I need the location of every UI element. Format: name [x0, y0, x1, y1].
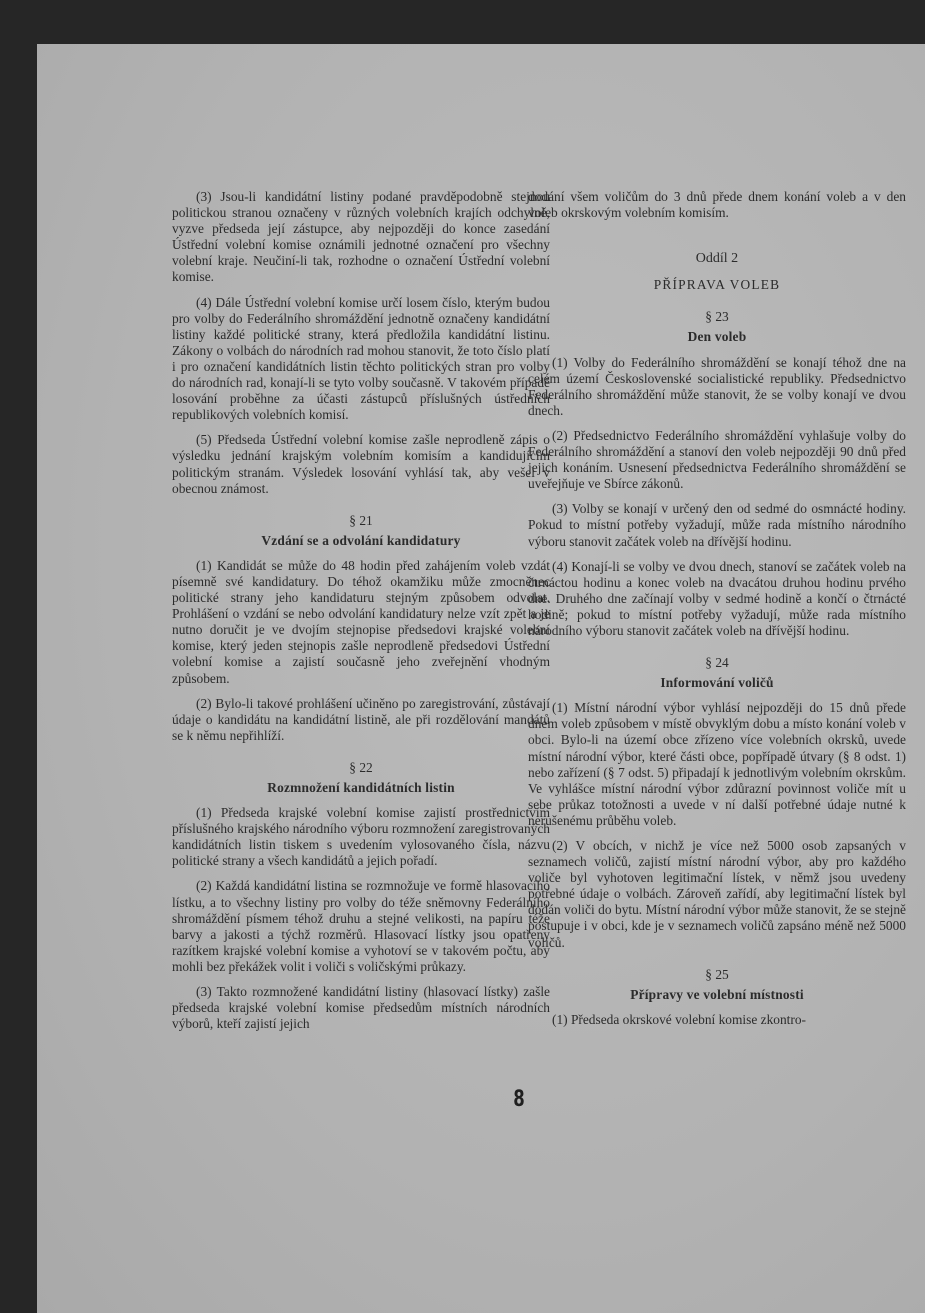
paragraph: (2) Každá kandidátní listina se rozmnožuje ve formě hlasovacího lístku, a to všechny listiny pro volby do téže sněmovny Federálního shromáždění písmem téhož druhu a stejné velikosti, na papíru téže barvy a jakosti a týchž rozměrů. Hlasovací lístky jsou opatřeny razítkem krajské volební komise a vyhotoví se v takovém počtu, aby mohli bez překážek volit i voliči s voličskými průkazy. — [172, 878, 550, 974]
part-heading: Oddíl 2 — [695, 251, 739, 267]
paragraph: (1) Místní národní výbor vyhlásí nejpozději do 15 dnů přede dnem voleb způsobem v místě obvyklým dobu a místo konání voleb v obci. Bylo-li na území obce zřízeno více volebních okrsků, uvede místní národní výbor, které části obce, popřípadě útvary (§ 8 odst. 1) nebo zařízení (§ 7 odst. 5) připadají k jednotlivým volebním okrskům. Ve vyhlášce místní národní výbor zdůrazní povinnost voliče mít u sebe průkaz totožnosti a uvede v ní další potřebné údaje nutné k nerušenému průběhu voleb. — [528, 700, 906, 828]
left-column — [172, 189, 550, 1041]
section-number: § 22 — [349, 759, 373, 775]
section-number: § 24 — [705, 655, 729, 671]
paragraph: (5) Předseda Ústřední volební komise zašle neprodleně zápis o výsledku jednání krajským volebním komisím a kandidujícím politickým stranám. Výsledek losování vyhlásí tak, aby vešel v obecnou známost. — [172, 432, 550, 496]
paragraph: (4) Konají-li se volby ve dvou dnech, stanoví se začátek voleb na čtrnáctou hodinu a konec voleb na dvacátou druhou hodinu prvého dne. Druhého dne začínají volby v sedmé hodině a končí o čtrnácté hodině; pokud to místní potřeby vyžadují, může rada místního národního výboru stanovit začátek voleb na dřívější hodinu. — [528, 558, 906, 638]
paragraph: (2) Předsednictvo Federálního shromáždění vyhlašuje volby do Federálního shromáždění a stanoví den voleb nejpozději 90 dnů před jejich konáním. Usnesení předsednictva Federálního shromáždění se uveřejňuje ve Sbírce zákonů. — [528, 427, 906, 492]
paragraph: (4) Dále Ústřední volební komise určí losem číslo, kterým budou pro volby do Federálního shromáždění jednotně označeny kandidátní listiny každé politické strany, která předložila kandidátní listinu. Zákony o volbách do národních rad mohou stanovit, že toto číslo platí i pro označení kandidátních listin těchto politických stran pro volby do národních rad, konají-li se tyto volby současně. V takovém případě losování proběhne za účasti zástupců příslušných ústředních republikových volebních komisí. — [172, 294, 550, 423]
paragraph: (2) Bylo-li takové prohlášení učiněno po zaregistrování, zůstávají údaje o kandidátu na kandidátní listině, ale při rozdělování mandátů se k němu nepřihlíží. — [172, 695, 550, 743]
paragraph: (2) V obcích, v nichž je více než 5000 osob zapsaných v seznamech voličů, zajistí místní národní výbor, aby pro každého voliče byl vyhotoven legitimační lístek, v němž jsou uvedeny potřebné údaje o volbách. Zároveň zařídí, aby legitimační lístek byl dodán voliči do bytu. Místní národní výbor může stanovit, že se stejně postupuje i v obci, kde je v seznamech voličů zapsáno méně než 5000 voličů. — [528, 838, 906, 950]
paragraph: (3) Takto rozmnožené kandidátní listiny (hlasovací lístky) zašle předseda krajské volební komise předsedům místních národních výborů, kteří zajistí jejich — [172, 984, 550, 1032]
page-number: 8 — [513, 1087, 525, 1112]
part-title: PŘÍPRAVA VOLEB — [653, 277, 781, 293]
section-title: Informování voličů — [660, 675, 774, 691]
section-number: § 21 — [349, 512, 373, 528]
paragraph: (1) Kandidát se může do 48 hodin před zahájením voleb vzdát písemně své kandidatury. Do téhož okamžiku může zmocněnec politické strany jeho kandidaturu stejným způsobem odvolat. Prohlášení o vzdání se nebo odvolání kandidatury nelze vzít zpět a je nutno doručit je ve dvojím stejnopise předsedovi krajské volební komise, který jeden stejnopis zašle neprodleně předsedovi Ústřední volební komise a zajistí současně jeho zveřejnění vhodným způsobem. — [172, 557, 550, 686]
section-number: § 25 — [705, 966, 729, 982]
paragraph: (3) Volby se konají v určený den od sedmé do osmnácté hodiny. Pokud to místní potřeby vyžadují, může rada místního národního výboru stanovit začátek voleb na dřívější hodinu. — [528, 501, 906, 549]
right-column — [528, 189, 906, 1037]
section-title: Rozmnožení kandidátních listin — [267, 780, 455, 795]
document-page — [37, 44, 925, 1313]
paragraph: (1) Volby do Federálního shromáždění se konají téhož dne na celém území Československé socialistické republiky. Předsednictvo Federálního shromáždění může stanovit, že se volby konají ve dvou dnech. — [528, 354, 906, 418]
paragraph: (3) Jsou-li kandidátní listiny podané pravděpodobně stejnou politickou stranou označeny v různých volebních krajích odchylně, vyzve předseda její zástupce, aby nejpozději do konce zasedání Ústřední volební komise oznámili jednotné označení pro všechny volební kraje. Neučiní-li tak, rozhodne o označení Ústřední volební komise. — [172, 189, 550, 285]
paragraph: (1) Předseda okrskové volební komise zkontro- — [552, 1011, 806, 1027]
section-title: Vzdání se a odvolání kandidatury — [261, 532, 461, 548]
paragraph: (1) Předseda krajské volební komise zajistí prostřednictvím příslušného krajského národního výboru rozmnožení zaregistrovaných kandidátních listin tiskem s uvedením vylosovaného čísla, názvu politické strany a všech kandidátů a jejich pořadí. — [172, 805, 550, 869]
section-title: Přípravy ve volební místnosti — [630, 986, 804, 1002]
section-title: Den voleb — [687, 329, 747, 345]
section-number: § 23 — [705, 309, 729, 325]
paragraph: dodání všem voličům do 3 dnů přede dnem konání voleb a v den voleb okrskovým volebním komisím. — [528, 189, 906, 221]
